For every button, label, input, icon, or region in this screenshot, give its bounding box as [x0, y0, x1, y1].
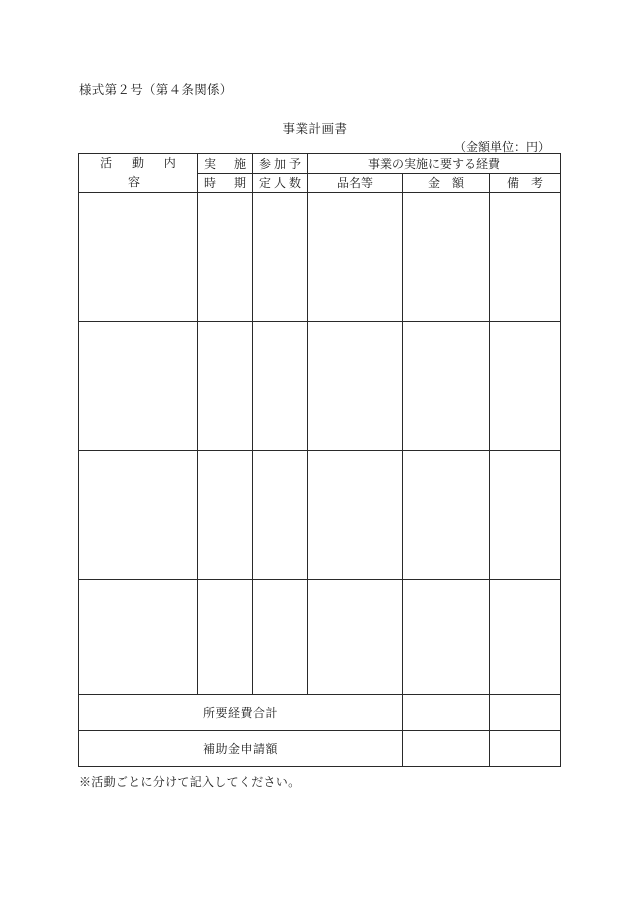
remarks-cell[interactable]: [490, 451, 561, 580]
amount-cell[interactable]: [403, 451, 490, 580]
header-amount: 金 額: [403, 173, 490, 193]
form-number: 様式第２号（第４条関係）: [79, 82, 233, 97]
total-required-amount-cell[interactable]: [403, 695, 490, 731]
document-title: 事業計画書: [282, 121, 348, 136]
header-period-bottom: 時 期: [198, 173, 253, 193]
header-period-top: 実 施: [198, 154, 253, 174]
footnote: ※活動ごとに分けて記入してください。: [79, 775, 301, 789]
participants-cell[interactable]: [253, 322, 308, 451]
activity-row: [79, 193, 561, 322]
remarks-cell[interactable]: [490, 322, 561, 451]
item-cell[interactable]: [308, 580, 403, 695]
subsidy-request-remarks-cell[interactable]: [490, 731, 561, 767]
participants-cell[interactable]: [253, 193, 308, 322]
total-required-label: 所要経費合計: [79, 695, 403, 731]
business-plan-table: [78, 153, 561, 767]
item-cell[interactable]: [308, 322, 403, 451]
activity-row: [79, 322, 561, 451]
item-cell[interactable]: [308, 193, 403, 322]
amount-cell[interactable]: [403, 580, 490, 695]
activity-cell[interactable]: [79, 193, 198, 322]
total-required-row: [79, 695, 561, 731]
activity-cell[interactable]: [79, 451, 198, 580]
activity-row: [79, 451, 561, 580]
subsidy-request-row: [79, 731, 561, 767]
remarks-cell[interactable]: [490, 193, 561, 322]
table-header-row-1: [79, 154, 561, 174]
header-remarks: 備 考: [490, 173, 561, 193]
period-cell[interactable]: [198, 322, 253, 451]
activity-cell[interactable]: [79, 322, 198, 451]
remarks-cell[interactable]: [490, 580, 561, 695]
amount-cell[interactable]: [403, 322, 490, 451]
activity-cell[interactable]: [79, 580, 198, 695]
activity-row: [79, 580, 561, 695]
amount-unit-note: （金額単位：円）: [453, 140, 550, 154]
period-cell[interactable]: [198, 193, 253, 322]
subsidy-request-amount-cell[interactable]: [403, 731, 490, 767]
period-cell[interactable]: [198, 451, 253, 580]
subsidy-request-label: 補助金申請額: [79, 731, 403, 767]
total-required-remarks-cell[interactable]: [490, 695, 561, 731]
header-item-name: 品名等: [308, 173, 403, 193]
item-cell[interactable]: [308, 451, 403, 580]
header-activity-content: 活 動 内 容: [79, 154, 198, 193]
period-cell[interactable]: [198, 580, 253, 695]
participants-cell[interactable]: [253, 580, 308, 695]
header-participants-top: 参加予: [253, 154, 308, 174]
participants-cell[interactable]: [253, 451, 308, 580]
header-participants-bottom: 定人数: [253, 173, 308, 193]
amount-cell[interactable]: [403, 193, 490, 322]
header-expenses-group: 事業の実施に要する経費: [308, 154, 561, 174]
